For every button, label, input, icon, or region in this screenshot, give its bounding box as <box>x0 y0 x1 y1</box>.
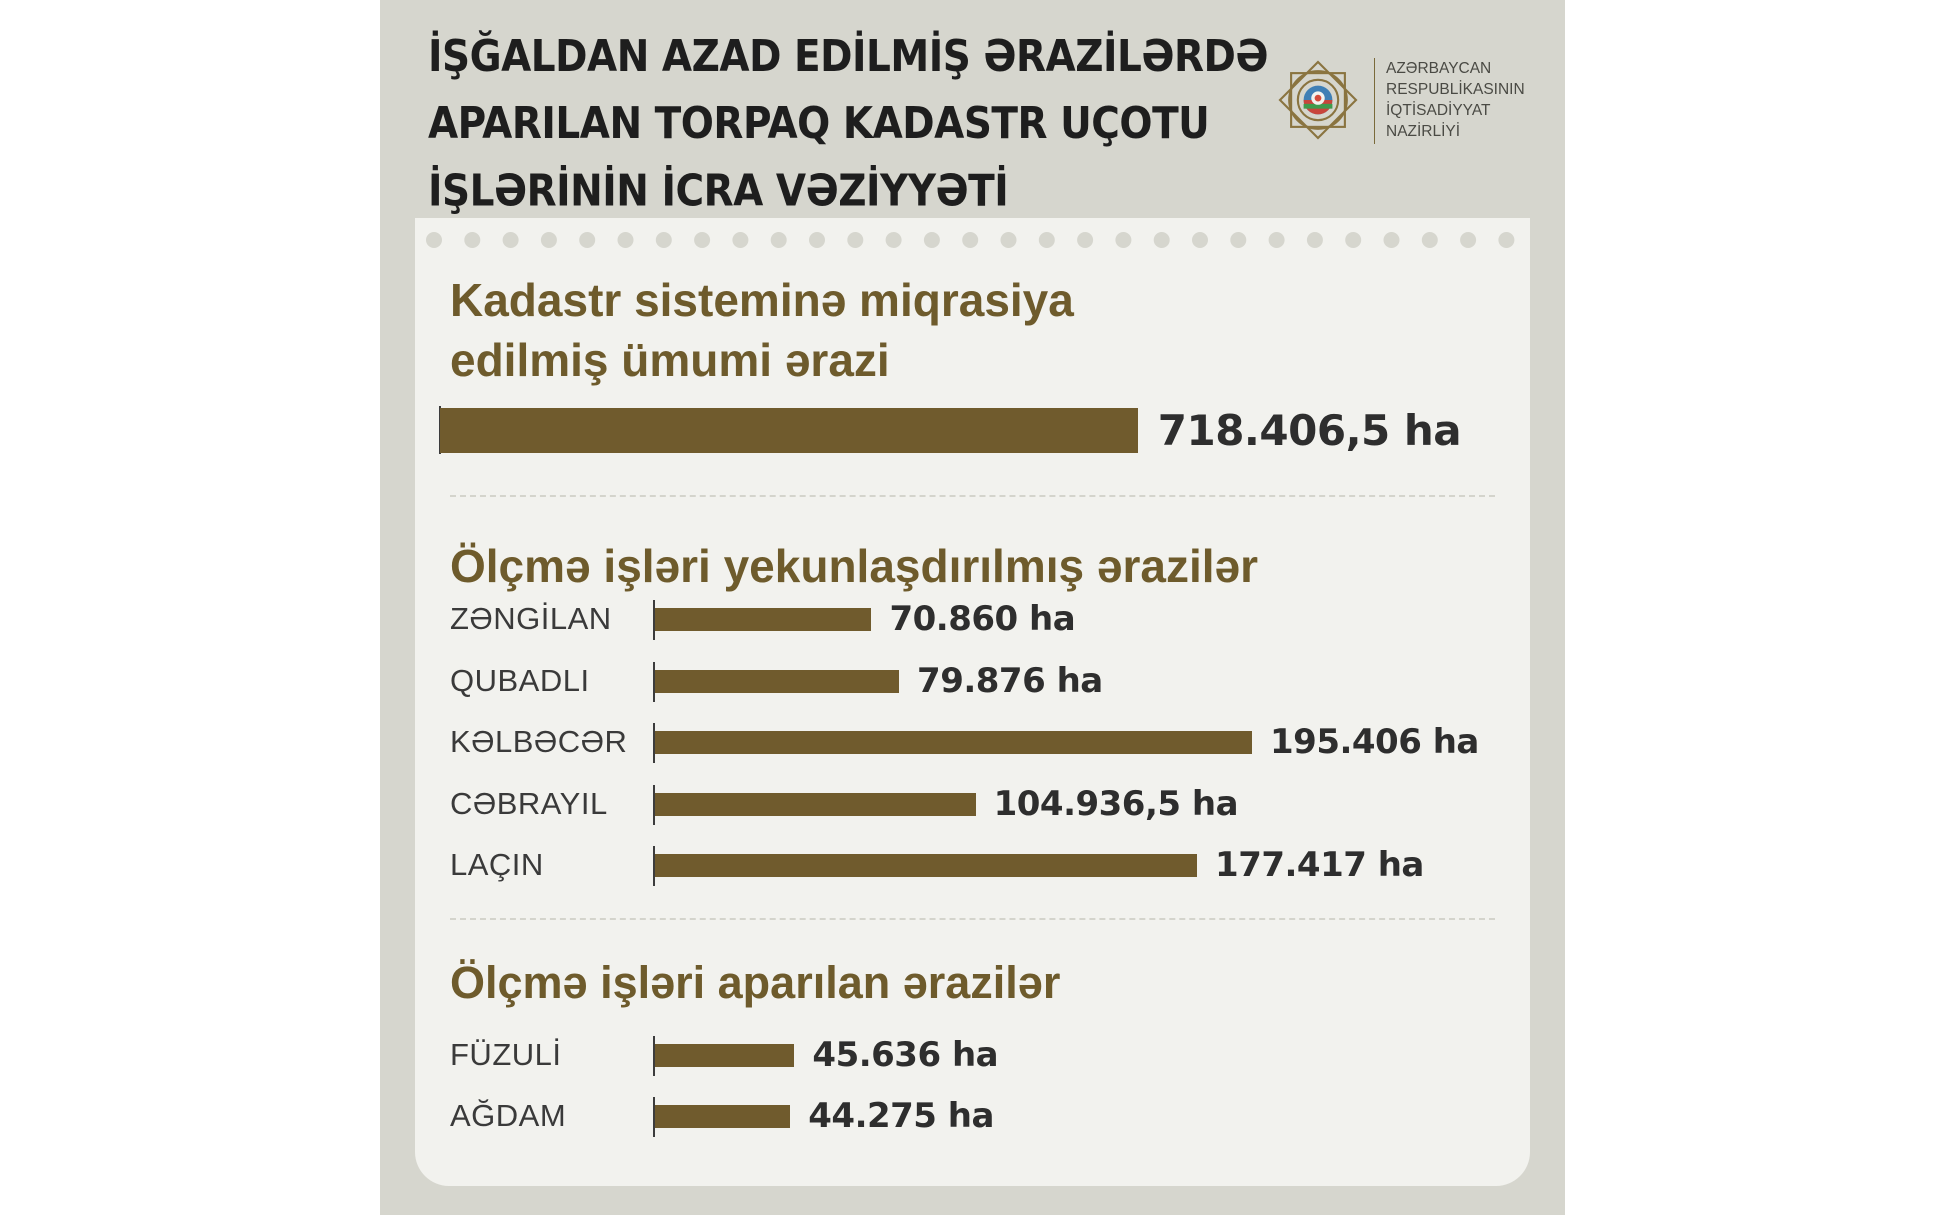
binder-hole <box>886 232 902 248</box>
binder-hole <box>924 232 940 248</box>
binder-hole <box>962 232 978 248</box>
binder-hole <box>1345 232 1361 248</box>
binder-hole <box>1307 232 1323 248</box>
bar-total-area <box>440 408 1138 453</box>
binder-hole <box>503 232 519 248</box>
ministry-line: AZƏRBAYCAN <box>1386 60 1492 77</box>
value-label: 79.876 ha <box>917 660 1103 701</box>
logo-divider <box>1374 58 1375 144</box>
ministry-name <box>1386 58 1525 142</box>
value-label: 104.936,5 ha <box>993 783 1239 824</box>
value-label: 70.860 ha <box>889 599 1076 639</box>
binder-hole <box>1001 232 1017 248</box>
section-divider <box>450 918 1495 920</box>
bar-ağdam <box>655 1105 790 1128</box>
bar-qubadli <box>655 670 899 693</box>
bar-cəbrayil <box>655 793 976 816</box>
binder-hole <box>809 232 825 248</box>
section-divider <box>450 495 1495 497</box>
binder-hole <box>1077 232 1093 248</box>
binder-hole <box>464 232 480 248</box>
value-label-total-area: 718.406,5 ha <box>1157 406 1462 455</box>
value-label: 177.417 ha <box>1215 845 1424 885</box>
emblem-icon <box>1270 52 1366 148</box>
category-label: ZƏNGİLAN <box>450 601 612 636</box>
category-label: FÜZULİ <box>450 1037 562 1072</box>
title-line: İŞĞALDAN AZAD EDİLMİŞ ƏRAZİLƏRDƏ <box>428 31 1268 83</box>
notepad-card <box>415 218 1530 1186</box>
value-label: 44.275 ha <box>808 1096 994 1136</box>
category-label: LAÇIN <box>450 847 544 882</box>
value-label: 195.406 ha <box>1270 722 1479 762</box>
total-area-title <box>450 270 1074 390</box>
category-label: CƏBRAYIL <box>450 785 608 821</box>
binder-hole <box>847 232 863 248</box>
bar-füzuli̇ <box>655 1044 794 1067</box>
binder-holes <box>415 218 1530 258</box>
binder-hole <box>1192 232 1208 248</box>
title-line: APARILAN TORPAQ KADASTR UÇOTU <box>428 99 1210 150</box>
category-label: QUBADLI <box>450 662 590 698</box>
binder-hole <box>1230 232 1246 248</box>
total-area-title-line: edilmiş ümumi ərazi <box>450 334 890 386</box>
binder-hole <box>426 232 442 248</box>
value-label: 45.636 ha <box>812 1035 999 1075</box>
title-line: İŞLƏRİNİN İCRA VƏZİYYƏTİ <box>428 166 1009 217</box>
binder-hole <box>1498 232 1514 248</box>
binder-hole <box>1154 232 1170 248</box>
bar-zəngi̇lan <box>655 608 871 631</box>
category-label: KƏLBƏCƏR <box>450 724 628 759</box>
binder-hole <box>732 232 748 248</box>
binder-hole <box>1039 232 1055 248</box>
bar-laçin <box>655 854 1197 877</box>
ministry-line: NAZİRLİYİ <box>1386 123 1461 140</box>
total-area-title-line: Kadastr sisteminə miqrasiya <box>450 274 1074 326</box>
page-title <box>428 24 1268 226</box>
binder-hole <box>694 232 710 248</box>
binder-hole <box>656 232 672 248</box>
completed-areas-title: Ölçmə işləri yekunlaşdırılmış ərazilər <box>450 540 1258 592</box>
ministry-line: RESPUBLİKASININ <box>1386 81 1525 98</box>
ministry-line: İQTİSADİYYAT <box>1386 102 1491 119</box>
bar-kəlbəcər <box>655 731 1252 754</box>
binder-hole <box>771 232 787 248</box>
binder-hole <box>1269 232 1285 248</box>
binder-hole <box>1115 232 1131 248</box>
binder-hole <box>579 232 595 248</box>
binder-hole <box>1422 232 1438 248</box>
binder-hole <box>1384 232 1400 248</box>
binder-hole <box>618 232 634 248</box>
binder-hole <box>1460 232 1476 248</box>
ongoing-areas-title: Ölçmə işləri aparılan ərazilər <box>450 957 1061 1008</box>
category-label: AĞDAM <box>450 1098 567 1133</box>
infographic-poster <box>380 0 1565 1215</box>
binder-hole <box>541 232 557 248</box>
ministry-logo <box>1270 50 1540 150</box>
